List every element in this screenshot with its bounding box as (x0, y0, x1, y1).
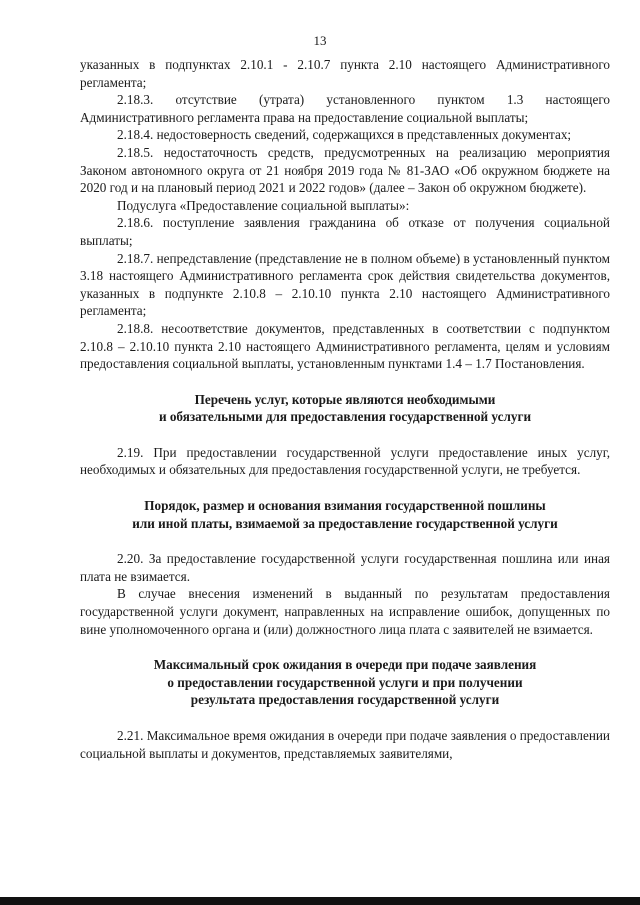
section-spacer (80, 426, 610, 444)
section-heading-line: или иной платы, взимаемой за предоставление государственной услуги (132, 515, 558, 531)
paragraph: 2.20. За предоставление государственной услуги государственная пошлина или иная плата не взимается. (80, 551, 610, 584)
section-spacer (80, 532, 610, 550)
paragraph: указанных в подпунктах 2.10.1 - 2.10.7 пункта 2.10 настоящего Административного регламента; (80, 57, 610, 90)
paragraph: 2.19. При предоставлении государственной услуги предоставление иных услуг, необходимых и обязательных для предоставления государственной услуги, не требуется. (80, 444, 610, 478)
paragraph: 2.18.7. непредставление (представление не в полном объеме) в установленный пунктом 3.18 настоящего Административного регламента срок действия свидетельства документов, указанных в подпункте 2.10.8 – 2.10.10 пункта 2.10 настоящего Административного регламента; (80, 250, 610, 319)
section-spacer (80, 709, 610, 727)
paragraph: 2.18.6. поступление заявления гражданина об отказе от получения социальной выплаты; (80, 215, 610, 248)
section-heading-line: и обязательными для предоставления государственной услуги (158, 409, 532, 425)
page-number: 13 (313, 33, 327, 48)
paragraph: В случае внесения изменений в выданный по результатам предоставления государственной услуги документ, направленных на исправление ошибок, допущенных по вине уполномоченного органа и (или) должностного лица плата с заявителей не взимается. (80, 586, 610, 637)
paragraph: 2.21. Максимальное время ожидания в очереди при подаче заявления о предоставлении социальной выплаты и документов, представляемых заявителями, (80, 728, 610, 761)
paragraph: 2.18.4. недостоверность сведений, содержащихся в представленных документах; (117, 127, 572, 143)
scan-bottom-edge (0, 897, 640, 905)
section-heading-line: результата предоставления государственной услуги (190, 692, 500, 708)
paragraph: 2.18.5. недостаточность средств, предусмотренных на реализацию мероприятия Законом автономного округа от 21 ноября 2019 года № 81-ЗАО «Об окружном бюджете на 2020 год и на плановый период 2021 и 2022 годов» (далее – Закон об окружном бюджете). (80, 144, 610, 196)
section-spacer (80, 638, 610, 656)
section-heading-line: Перечень услуг, которые являются необходимыми (194, 391, 496, 407)
section-heading-line: о предоставлении государственной услуги и при получении (167, 674, 523, 690)
section-spacer (80, 479, 610, 497)
paragraph: 2.18.8. несоответствие документов, представленных в соответствии с подпунктом 2.10.8 – 2.10.10 пункта 2.10 настоящего Административного регламента, целям и условиям предоставления социальной выплаты, установленным пунктами 1.4 – 1.7 Постановления. (80, 320, 610, 372)
section-heading-line: Порядок, размер и основания взимания государственной пошлины (144, 498, 546, 514)
document-body (80, 56, 610, 762)
paragraph: 2.18.3. отсутствие (утрата) установленного пунктом 1.3 настоящего Административного регламента права на предоставление социальной выплаты; (80, 92, 610, 125)
paragraph: Подуслуга «Предоставление социальной выплаты»: (117, 197, 410, 213)
section-spacer (80, 373, 610, 391)
section-heading-line: Максимальный срок ожидания в очереди при подаче заявления (153, 657, 537, 673)
